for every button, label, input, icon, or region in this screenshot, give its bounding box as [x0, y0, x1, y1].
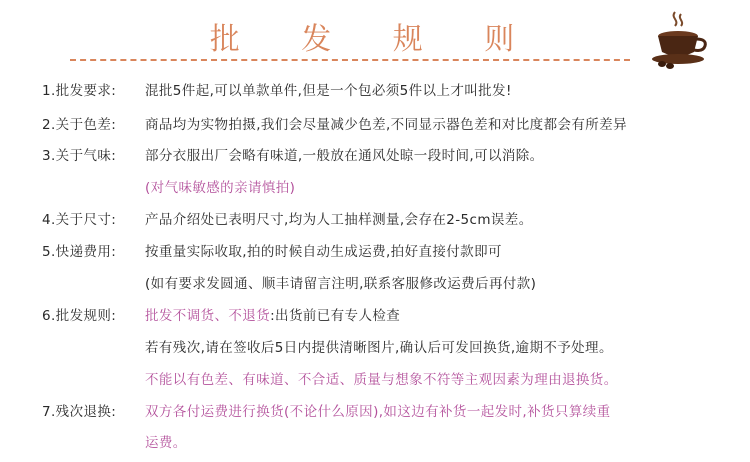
rule-text: 产品介绍处已表明尺寸,均为人工抽样测量,会存在2-5cm误差。 [145, 212, 533, 228]
rule-note: (如有要求发圆通、顺丰请留言注明,联系客服修改运费后再付款) [145, 276, 537, 292]
rule-label: 7.残次退换: [42, 404, 117, 420]
rule-1 [42, 79, 512, 99]
rule-text: 混批5件起,可以单款单件,但是一个包必须5件以上才叫批发! [145, 83, 512, 99]
rule-5 [42, 240, 502, 260]
rule-highlight: 批发不调货、不退货 [145, 308, 271, 324]
divider [70, 59, 630, 61]
rule-4 [42, 208, 533, 228]
rule-text: 按重量实际收取,拍的时候自动生成运费,拍好直接付款即可 [145, 244, 502, 260]
rule-text: 商品均为实物拍摄,我们会尽量减少色差,不同显示器色差和对比度都会有所差异 [145, 117, 627, 133]
rule-6 [42, 304, 400, 324]
rule-continuation-highlight: 不能以有色差、有味道、不合适、质量与想象不符等主观因素为理由退换货。 [145, 372, 618, 388]
rule-highlight: 双方各付运费进行换货(不论什么原因),如这边有补货一起发时,补货只算续重 [145, 404, 611, 420]
coffee-cup-icon [650, 8, 710, 70]
rule-3 [42, 144, 544, 164]
rule-continuation-highlight: 运费。 [145, 435, 187, 451]
rule-label: 3.关于气味: [42, 148, 117, 164]
rule-text: :出货前已有专人检查 [270, 308, 401, 324]
rule-label: 2.关于色差: [42, 117, 117, 133]
rule-label: 6.批发规则: [42, 308, 117, 324]
rule-note: (对气味敏感的亲请慎拍) [145, 180, 296, 196]
page-title: 批 发 规 则 [209, 22, 541, 57]
rule-2 [42, 113, 627, 133]
rule-label: 4.关于尺寸: [42, 212, 117, 228]
rule-label: 1.批发要求: [42, 83, 117, 99]
rule-7 [42, 400, 611, 420]
rule-continuation: 若有残次,请在签收后5日内提供清晰图片,确认后可发回换货,逾期不予处理。 [145, 340, 613, 356]
rule-text: 部分衣服出厂会略有味道,一般放在通风处晾一段时间,可以消除。 [145, 148, 544, 164]
rule-label: 5.快递费用: [42, 244, 117, 260]
